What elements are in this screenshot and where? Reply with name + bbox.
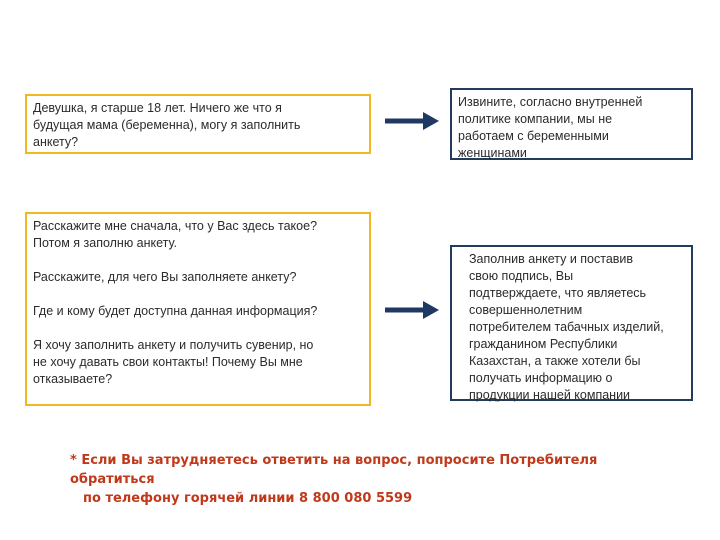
question-box-2: Расскажите мне сначала, что у Вас здесь такое? Потом я заполню анкету. Расскажите, для чего Вы заполняете анкету? Где и кому будет доступна данная информация? Я хочу заполнить анкету и получить сувенир, но не хочу давать свои контакты! Почему Вы мне отказываете? <box>25 212 371 406</box>
answer-box-2: Заполнив анкету и поставив свою подпись, Вы подтверждаете, что являетесь совершеннолетним потребителем табачных изделий, гражданином Республики Казахстан, а также хотели бы получать информацию о продукции нашей компании <box>450 245 693 401</box>
arrow-right-icon <box>383 108 443 134</box>
hotline-note <box>70 451 670 508</box>
question-box-1: Девушка, я старше 18 лет. Ничего же что я будущая мама (беременна), могу я заполнить анкету? <box>25 94 371 154</box>
hotline-note-line-2: по телефону горячей линии 8 800 080 5599 <box>83 491 413 506</box>
answer-box-1: Извините, согласно внутренней политике компании, мы не работаем с беременными женщинами <box>450 88 693 160</box>
arrow-right-icon <box>383 297 443 323</box>
hotline-note-line-1: * Если Вы затрудняетесь ответить на вопрос, попросите Потребителя обратиться <box>70 453 598 487</box>
